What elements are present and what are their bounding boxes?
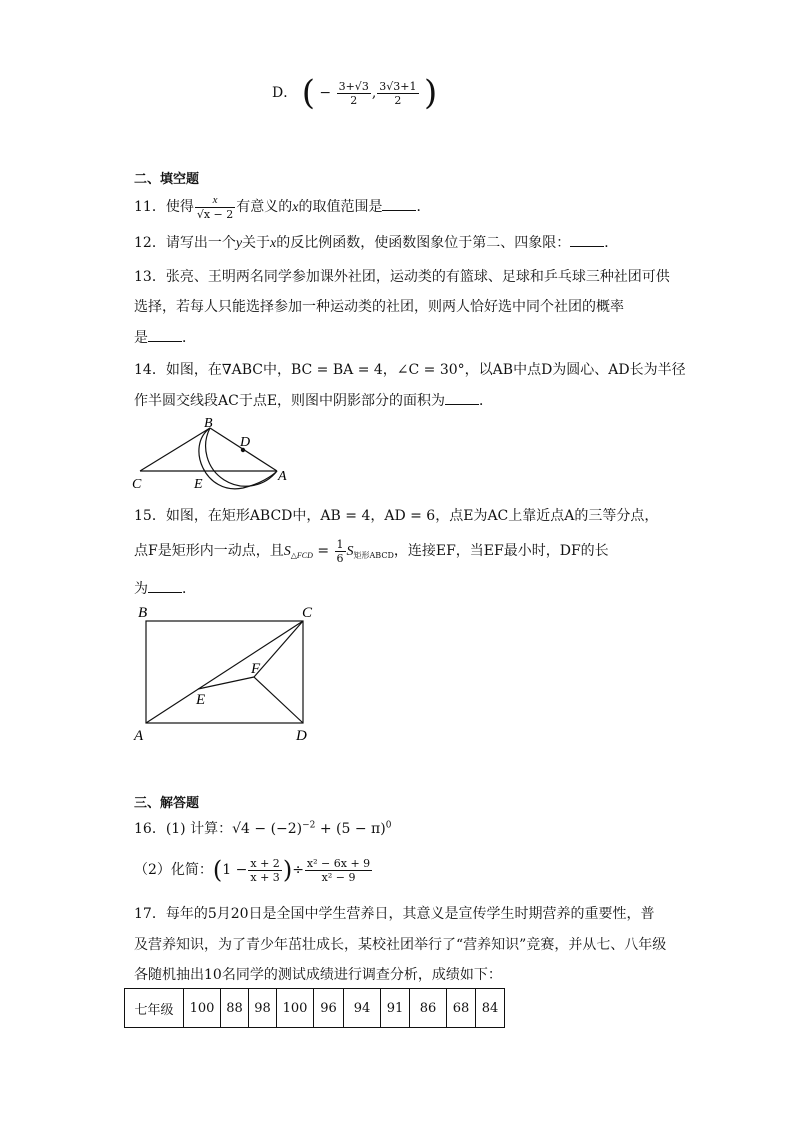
table-row [125,989,505,1028]
question-13-line-2: 选择，若每人只能选择参加一种运动类的社团，则两人恰好选中同个社团的概率 [134,299,624,315]
fraction-1 [337,80,371,107]
q11-num: x [195,194,235,208]
label-c: C [132,477,142,492]
question-15-line-2 [134,534,609,568]
q14-end: ． [479,393,494,409]
q16-part1-exp2: 0 [385,820,392,831]
question-13-line-1: 13．张亮、王明两名同学参加课外社团，运动类的有篮球、足球和乒乓球三种社团可供 [134,269,670,285]
q16-den1: x + 3 [250,870,280,884]
label-d: D [296,728,307,744]
right-paren: ) [282,856,293,884]
section-answer-title: 三、解答题 [134,796,200,811]
segment-fc [254,621,303,677]
question-17-line-1: 17．每年的5月20日是全国中学生营养日，其意义是宣传学生时期营养的重要性，普 [134,906,655,922]
question-14-line-1: 14．如图，在∇ABC中，BC = BA = 4，∠C = 30°，以AB中点D为圆心、AD长为半径 [134,362,686,378]
label-d: D [240,435,251,450]
score-cell: 100 [277,989,314,1028]
comma: , [371,85,377,101]
score-cell: 94 [344,989,381,1028]
score-cell: 98 [249,989,277,1028]
score-table [124,988,505,1028]
label-b: B [138,605,148,621]
q15-frac-den: 6 [336,551,344,565]
score-cell: 100 [184,989,221,1028]
q16-part1-exp: −2 [302,820,316,831]
minus-sign: − [319,85,332,101]
q16-num2: x² − 6x + 9 [306,856,371,870]
q15-fraction [335,538,346,565]
fraction-2-den: 2 [394,93,402,107]
right-paren: ) [423,73,438,113]
q15-line2-pre: 点F是矩形内一动点，且 [134,543,284,559]
fraction-2 [377,80,418,107]
q15-s-left: S [283,544,291,559]
score-cell: 68 [447,989,476,1028]
answer-blank[interactable] [148,329,182,342]
q12-prefix: 12．请写出一个 [134,235,236,251]
question-17-line-2: 及营养知识，为了青少年茁壮成长，某校社团举行了“营养知识”竞赛，并从七、八年级 [134,937,667,953]
q15-end: ． [182,581,196,597]
fraction-1-num: 3+√3 [338,79,369,93]
score-cell: 96 [314,989,344,1028]
segment-fd [254,677,303,723]
q15-line3: 为 [134,581,148,597]
option-d [272,70,437,116]
score-cell: 86 [410,989,447,1028]
fraction-1-den: 2 [350,93,358,107]
question-15-line-3 [134,578,196,598]
label-e: E [196,692,206,708]
q15-frac-num: 1 [336,537,344,551]
q11-fraction [195,194,235,221]
q15-line2-post: ，连接EF，当EF最小时，DF的长 [393,543,609,559]
question-15-line-1: 15．如图，在矩形ABCD中，AB = 4，AD = 6，点E为AC上靠近点A的三等分点， [134,508,659,524]
question-17-line-3: 各随机抽出10名同学的测试成绩进行调查分析，成绩如下： [134,967,502,983]
question-12 [134,232,618,252]
q16-part1-expr: √4 − (−2) [232,821,303,837]
q12-mid: 关于 [242,235,271,251]
question-13-line-3 [134,327,196,347]
question-14-line-2 [134,390,493,410]
q14-line2: 作半圆交线段AC于点E，则图中阴影部分的面积为 [134,393,446,409]
q15-s-right-sub: 矩形ABCD [353,551,394,560]
semicircle-lower [199,428,277,489]
q13-line3: 是 [134,330,148,346]
label-e: E [194,477,203,492]
q16-fraction-2 [305,857,372,884]
question-16-part-1 [134,818,391,838]
left-paren: ( [301,73,315,113]
q15-s-right: S [346,544,354,559]
segment-ac [146,621,303,723]
q12-suffix: 的反比例函数，使函数图象位于第二、四象限： [276,235,571,251]
section-fill-blank-title: 二、填空题 [134,172,200,187]
q15-figure [130,600,326,746]
q13-end: ． [182,330,196,346]
q11-end: ． [416,199,431,215]
q16-part1-label: 16．(1) 计算： [134,821,233,837]
q15-eq: = [312,543,334,559]
q11-var: x [292,200,299,215]
q12-end: ． [604,235,619,251]
label-c: C [302,605,313,621]
q11-suffix: 的取值范围是 [298,199,383,215]
q11-prefix: 11．使得 [134,199,194,215]
q15-s-left-sub: △FCD [290,551,313,560]
q16-num1: x + 2 [250,856,280,870]
score-cell: 88 [221,989,249,1028]
segment-ef [198,677,254,689]
row-label: 七年级 [125,989,184,1028]
answer-blank[interactable] [570,234,604,247]
q16-div: ÷ [292,862,304,878]
answer-blank[interactable] [445,392,479,405]
q16-part1-expr2: + (5 − π) [315,821,386,837]
score-cell: 84 [476,989,505,1028]
label-a: A [134,728,144,744]
left-paren: ( [212,856,223,884]
q11-den: √x − 2 [196,207,234,221]
q11-mid: 有意义的 [236,199,293,215]
question-11 [134,190,430,224]
q16-fraction-1 [248,857,281,884]
q12-var-y: y [235,236,243,251]
question-16-part-2 [134,850,373,890]
fraction-2-num: 3√3+1 [379,79,417,93]
q16-part2-label: （2）化简： [134,862,213,878]
label-a: A [278,469,287,484]
q16-part2-one: 1 − [222,862,248,878]
option-d-label: D． [272,85,298,101]
answer-blank[interactable] [148,580,182,593]
answer-blank[interactable] [382,198,416,211]
q16-den2: x² − 9 [321,870,356,884]
label-f: F [251,661,261,677]
q12-var-x: x [270,236,277,251]
label-b: B [204,416,213,431]
q14-figure [130,416,300,494]
score-cell: 91 [381,989,410,1028]
